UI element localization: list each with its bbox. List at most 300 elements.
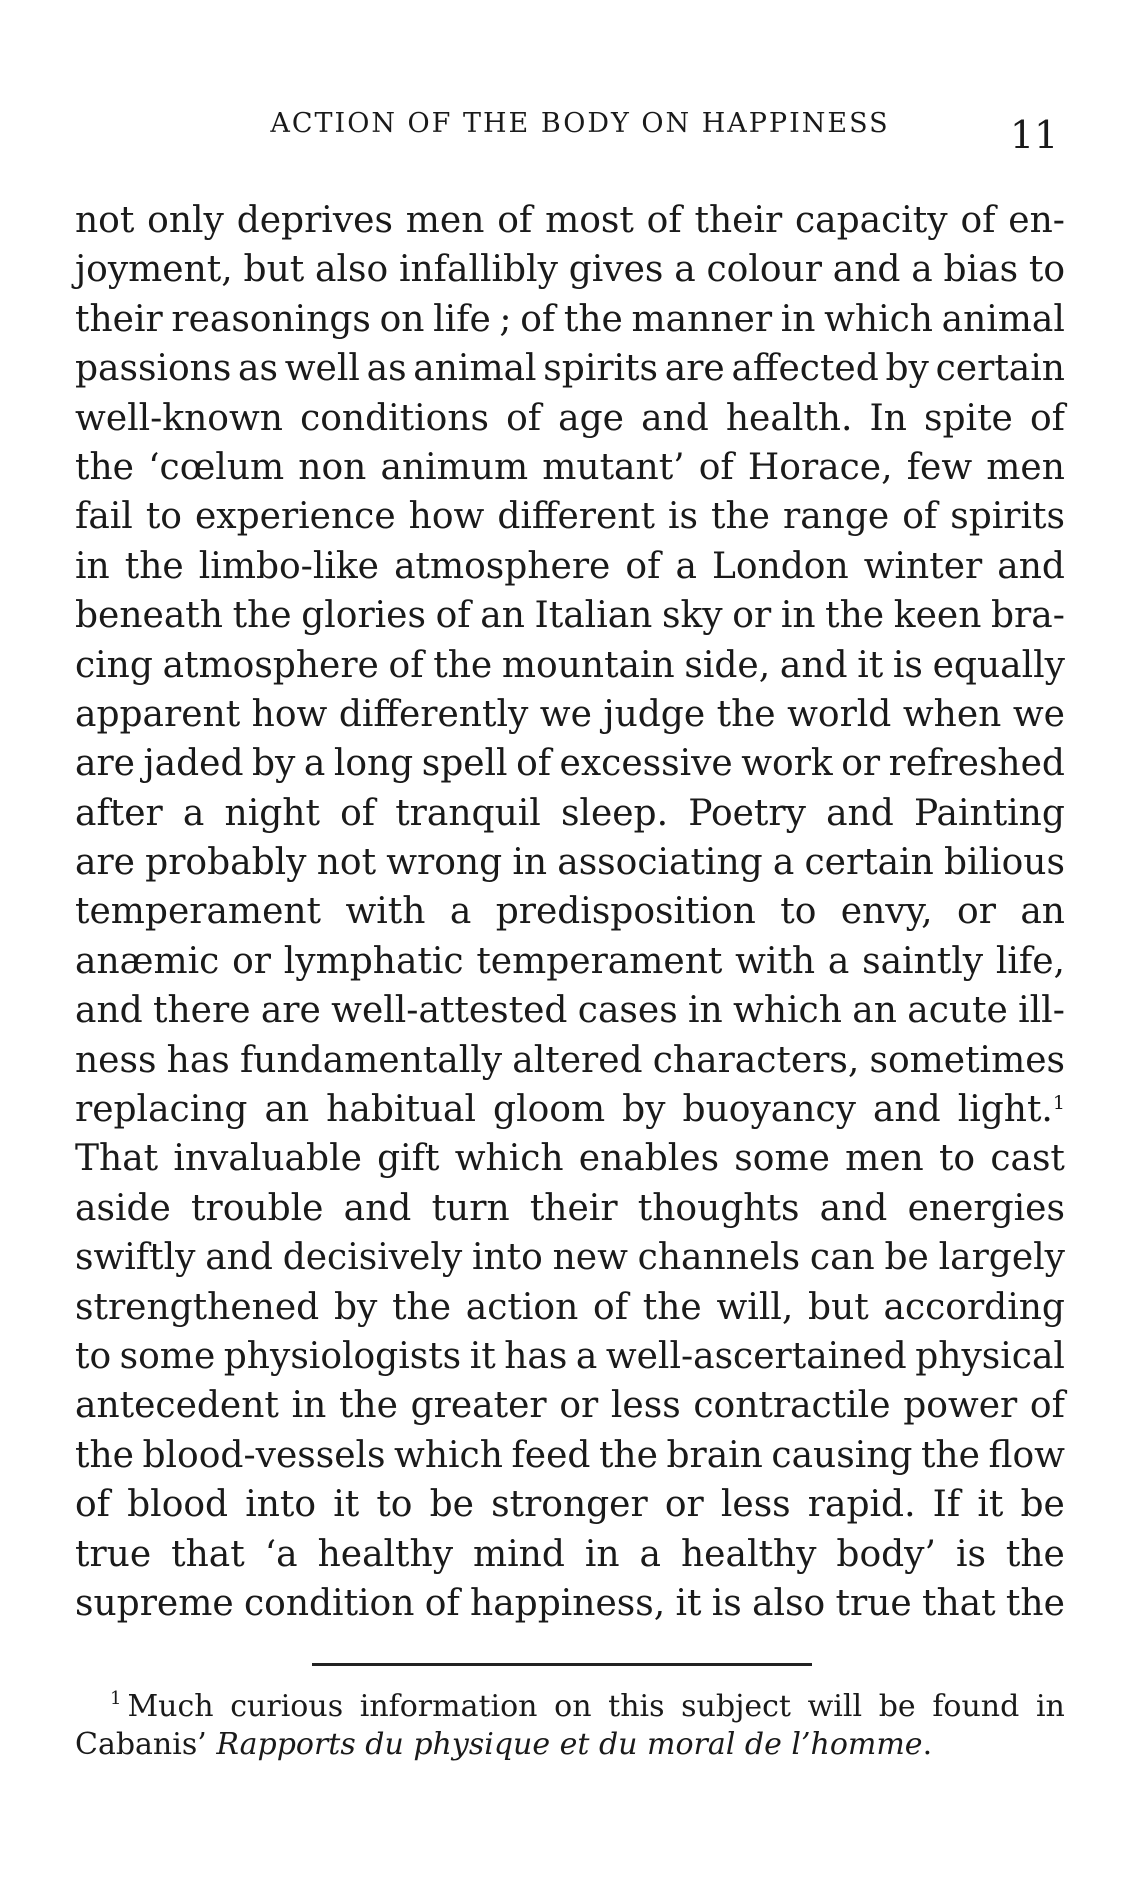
word: which (733, 990, 842, 1032)
word: to (145, 496, 182, 538)
word: not (316, 842, 377, 884)
word: the (75, 446, 134, 488)
word: buoyancy (682, 1089, 856, 1131)
word: or (232, 940, 271, 982)
word: and (872, 1089, 941, 1131)
word: their (694, 200, 783, 241)
word: in (780, 595, 816, 637)
footnote (75, 1688, 1065, 1764)
word: replacing (75, 1089, 248, 1131)
word: which (454, 1138, 564, 1180)
word: by (251, 743, 296, 785)
word: antecedent (75, 1385, 279, 1427)
footnote-citation-suffix: . (922, 1727, 933, 1762)
word: spite (924, 397, 1013, 439)
word: men (845, 1138, 924, 1180)
word: or (957, 891, 996, 933)
word: ; (499, 298, 512, 340)
text-line (75, 1233, 1065, 1282)
word: of (625, 545, 661, 587)
word: to (938, 1138, 976, 1180)
word: probably (145, 842, 307, 884)
word: night (224, 792, 320, 834)
word: saintly (862, 940, 984, 982)
text-line (75, 1579, 1065, 1628)
word: brain (666, 1434, 763, 1476)
word: of (593, 1286, 629, 1328)
footnote-word: information (359, 1689, 538, 1724)
word: the (338, 1385, 398, 1427)
footnote-word: subject (681, 1689, 791, 1724)
word: side, (684, 644, 771, 686)
word: not (75, 200, 135, 241)
word: causing (771, 1434, 913, 1476)
word: cast (990, 1138, 1065, 1180)
word: in (780, 298, 816, 340)
word: has (504, 1335, 568, 1377)
word: into (245, 1484, 317, 1526)
word: associating (557, 842, 763, 884)
text-line (75, 1332, 1065, 1381)
word: of (388, 644, 424, 686)
word: and (819, 1187, 888, 1229)
word: animal (941, 298, 1065, 340)
word: blood (127, 1484, 229, 1526)
word: different (497, 496, 655, 538)
word: a (449, 891, 472, 933)
word: capacity (795, 200, 948, 241)
word: the (716, 693, 776, 735)
word: is (667, 496, 698, 538)
text-line (75, 1283, 1065, 1332)
word: the (598, 1434, 658, 1476)
word: with (735, 940, 816, 982)
word: but (243, 249, 305, 291)
word: colour (706, 249, 822, 291)
word: well-ascertained (605, 1335, 907, 1377)
word: of (1029, 1385, 1065, 1427)
word: and (997, 545, 1065, 587)
word: flow (988, 1434, 1065, 1476)
word: beneath (75, 595, 223, 637)
word: happiness, (470, 1582, 666, 1624)
word: has (166, 1039, 230, 1081)
word: a (639, 1533, 662, 1575)
word: limbo-like (198, 545, 379, 587)
text-line (75, 591, 1065, 640)
word: body’ (836, 1533, 936, 1575)
footnote-word: be (878, 1689, 916, 1724)
word: work (741, 743, 833, 785)
word: certain (935, 348, 1065, 390)
word: of (960, 200, 996, 241)
word: swiftly (75, 1237, 196, 1279)
word: we (1012, 693, 1065, 735)
word: it (675, 1582, 702, 1624)
word: the (642, 1286, 702, 1328)
text-line (75, 641, 1065, 690)
word: enables (578, 1138, 720, 1180)
word: of (520, 298, 556, 340)
word: In (869, 397, 907, 439)
word: thoughts (637, 1187, 800, 1229)
word: which (394, 1434, 503, 1476)
word: but (808, 1286, 869, 1328)
word: spirits (543, 348, 658, 390)
word: is (711, 1582, 742, 1624)
word: light.$^1$ (957, 1089, 1065, 1131)
word: greater (410, 1385, 547, 1427)
word: are (664, 348, 725, 390)
word: as (366, 348, 407, 390)
word: health. (725, 397, 853, 439)
word: experience (195, 496, 396, 538)
word: passions (75, 348, 232, 390)
word: the (392, 1286, 452, 1328)
text-line (75, 1480, 1065, 1529)
word: rapid. (807, 1484, 916, 1526)
footnote-citation-prefix: Cabanis’ (75, 1727, 217, 1762)
word: most (545, 200, 634, 241)
word: channels (637, 1237, 801, 1279)
word: to (376, 1484, 413, 1526)
word: a (675, 545, 697, 587)
footnote-word: will (807, 1689, 863, 1724)
word: cases (577, 990, 678, 1032)
text-line (75, 739, 1065, 788)
footnote-divider (312, 1663, 812, 1666)
word: envy, (840, 891, 933, 933)
word: of (506, 397, 542, 439)
footnote-marker: 1 (110, 1688, 122, 1709)
word: gloom (493, 1089, 606, 1131)
word: blood-vessels (142, 1434, 386, 1476)
word: spell (421, 743, 508, 785)
word: we (539, 693, 592, 735)
text-line (75, 1530, 1065, 1579)
body-text (75, 196, 1065, 1628)
word: that (922, 1582, 996, 1624)
word: men (986, 446, 1065, 488)
word: an (852, 990, 897, 1032)
word: bilious (944, 842, 1065, 884)
footnote-word: curious (230, 1689, 344, 1724)
word: an (264, 1089, 310, 1131)
word: action (465, 1286, 579, 1328)
word: less (720, 1484, 791, 1526)
word: well (284, 348, 360, 390)
word: an (1020, 891, 1065, 933)
footnote-book-title: Rapports du physique et du moral de l’homme (216, 1727, 923, 1762)
word: healthy (680, 1533, 817, 1575)
word: aside (75, 1187, 171, 1229)
word: supreme (75, 1582, 234, 1624)
word: are (260, 990, 321, 1032)
word: there (153, 990, 251, 1032)
word: that (171, 1533, 245, 1575)
word: the (433, 644, 493, 686)
word: mountain (501, 644, 675, 686)
word: or (559, 1385, 599, 1427)
word: affected (731, 348, 879, 390)
word: excessive (559, 743, 733, 785)
page-number: 11 (1010, 113, 1059, 157)
word: true (835, 1582, 912, 1624)
word: some (119, 1335, 216, 1377)
word: physiologists (223, 1335, 462, 1377)
word: also (315, 249, 389, 291)
word: non (298, 446, 367, 488)
word: into (471, 1237, 543, 1279)
footnote-word: this (608, 1689, 665, 1724)
text-line (75, 1134, 1065, 1183)
text-line (75, 295, 1065, 344)
word: temperament (75, 891, 322, 933)
word: mind (473, 1533, 565, 1575)
word: the (1005, 1582, 1065, 1624)
word: altered (512, 1039, 643, 1081)
word: infallibly (398, 249, 558, 291)
word: Poetry (688, 792, 806, 834)
word: of (646, 200, 682, 241)
word: is (892, 644, 923, 686)
word: sky (662, 595, 723, 637)
word: and (205, 1237, 273, 1279)
word: Italian (534, 595, 653, 637)
footnote-line (75, 1688, 1065, 1726)
word: after (75, 792, 163, 834)
word: ill- (1018, 990, 1065, 1032)
running-head: ACTION OF THE BODY ON HAPPINESS (270, 108, 890, 139)
word: sometimes (869, 1039, 1065, 1081)
word: it (977, 1484, 1004, 1526)
word: the (825, 595, 885, 637)
word: of (497, 200, 533, 241)
word: equally (932, 644, 1065, 686)
text-line (75, 887, 1065, 936)
word: animum (380, 446, 529, 488)
word: their (75, 298, 163, 340)
word: winter (863, 545, 983, 587)
word: in (512, 842, 548, 884)
word: the (711, 496, 770, 538)
word: well-attested (331, 990, 568, 1032)
word: cing (75, 644, 153, 686)
word: the (75, 1434, 134, 1476)
word: Painting (913, 792, 1065, 834)
word: bra- (991, 595, 1065, 637)
word: temperament (476, 940, 723, 982)
word: apparent (75, 693, 241, 735)
word: ‘a (264, 1533, 298, 1575)
word: a (575, 1335, 598, 1377)
word: tranquil (395, 792, 541, 834)
word: turn (431, 1187, 510, 1229)
word: and (826, 792, 894, 834)
word: of (424, 1582, 460, 1624)
word: fundamentally (239, 1039, 503, 1081)
word: the (1005, 1533, 1065, 1575)
word: of (340, 792, 376, 834)
word: of (516, 743, 552, 785)
word: condition (243, 1582, 415, 1624)
word: in (688, 990, 723, 1032)
word: physical (915, 1335, 1065, 1377)
word: deprives (236, 200, 393, 241)
word: and (75, 990, 143, 1032)
word: strengthened (75, 1286, 320, 1328)
word: their (529, 1187, 618, 1229)
word: anæmic (75, 940, 220, 982)
word: range (782, 496, 890, 538)
word: an (480, 595, 525, 637)
word: can (809, 1237, 875, 1279)
word: when (902, 693, 1002, 735)
word: bias (943, 249, 1019, 291)
text-line (75, 1184, 1065, 1233)
word: life (433, 298, 491, 340)
text-line (75, 394, 1065, 443)
word: the (232, 595, 292, 637)
word: power (903, 1385, 1018, 1427)
word: Horace, (747, 446, 893, 488)
word: healthy (317, 1533, 454, 1575)
word: to (1028, 249, 1065, 291)
text-line (75, 344, 1065, 393)
word: be (884, 1237, 929, 1279)
text-line (75, 1085, 1065, 1134)
text-line (75, 986, 1065, 1035)
text-line (75, 838, 1065, 887)
word: are (75, 743, 135, 785)
word: on (379, 298, 425, 340)
word: it (333, 1484, 360, 1526)
word: energies (907, 1187, 1065, 1229)
word: characters, (652, 1039, 860, 1081)
word: only (147, 200, 224, 241)
word: decisively (282, 1237, 463, 1279)
word: age (558, 397, 624, 439)
text-line (75, 1381, 1065, 1430)
word: contractile (693, 1385, 891, 1427)
word: trouble (191, 1187, 324, 1229)
word: in (584, 1533, 620, 1575)
word: how (408, 496, 485, 538)
word: also (752, 1582, 826, 1624)
word: the (920, 1434, 980, 1476)
word: conditions (300, 397, 489, 439)
footnote-word: found (932, 1689, 1020, 1724)
word: to (75, 1335, 112, 1377)
word: judge (603, 693, 706, 735)
word: That (75, 1138, 159, 1180)
word: and (343, 1187, 412, 1229)
footnote-word: $^1$ Much (110, 1688, 214, 1724)
word: a (827, 940, 850, 982)
word: atmosphere (162, 644, 379, 686)
word: lymphatic (283, 940, 464, 982)
footnote-word: in (1035, 1689, 1065, 1724)
word: life, (995, 940, 1065, 982)
word: jaded (143, 743, 244, 785)
word: according (883, 1286, 1065, 1328)
text-line (75, 492, 1065, 541)
footnote-word: on (554, 1689, 592, 1724)
word: new (552, 1237, 628, 1279)
word: and (641, 397, 709, 439)
word: mutant’ (542, 446, 685, 488)
word: atmosphere (394, 545, 611, 587)
footnote-reference: 1 (1052, 1092, 1065, 1115)
word: spirits (950, 496, 1065, 538)
word: manner (631, 298, 773, 340)
word: a (674, 249, 696, 291)
word: habitual (326, 1089, 477, 1131)
word: ness (75, 1039, 157, 1081)
footnote-line (75, 1726, 1065, 1764)
word: London (711, 545, 849, 587)
text-line (75, 789, 1065, 838)
word: reasonings (171, 298, 371, 340)
word: ‘cœlum (148, 446, 285, 488)
word: gives (568, 249, 664, 291)
word: and (832, 249, 901, 291)
word: glories (301, 595, 426, 637)
word: and (779, 644, 848, 686)
text-line (75, 245, 1065, 294)
word: will, (716, 1286, 794, 1328)
word: long (333, 743, 414, 785)
word: some (734, 1138, 830, 1180)
word: of (1029, 397, 1065, 439)
text-line (75, 196, 1065, 245)
word: with (345, 891, 426, 933)
word: well-known (75, 397, 283, 439)
word: predisposition (495, 891, 756, 933)
word: acute (907, 990, 1008, 1032)
text-line (75, 443, 1065, 492)
word: or (664, 1484, 704, 1526)
word: joyment, (75, 249, 233, 291)
word: differently (338, 693, 529, 735)
text-line (75, 937, 1065, 986)
word: it (469, 1335, 496, 1377)
word: by (885, 348, 929, 390)
word: in (291, 1385, 327, 1427)
word: or (841, 743, 881, 785)
text-line (75, 690, 1065, 739)
word: by (333, 1286, 378, 1328)
word: men (405, 200, 485, 241)
word: be (429, 1484, 474, 1526)
word: refreshed (888, 743, 1065, 785)
word: gift (377, 1138, 440, 1180)
word: stronger (491, 1484, 648, 1526)
word: by (622, 1089, 666, 1131)
word: true (75, 1533, 152, 1575)
word: in (75, 545, 110, 587)
word: keen (893, 595, 982, 637)
word: feed (511, 1434, 591, 1476)
word: are (75, 842, 135, 884)
word: how (251, 693, 328, 735)
word: a (911, 249, 933, 291)
word: or (732, 595, 772, 637)
word: of (902, 496, 938, 538)
text-line (75, 1431, 1065, 1480)
word: of (75, 1484, 110, 1526)
word: the (124, 545, 184, 587)
